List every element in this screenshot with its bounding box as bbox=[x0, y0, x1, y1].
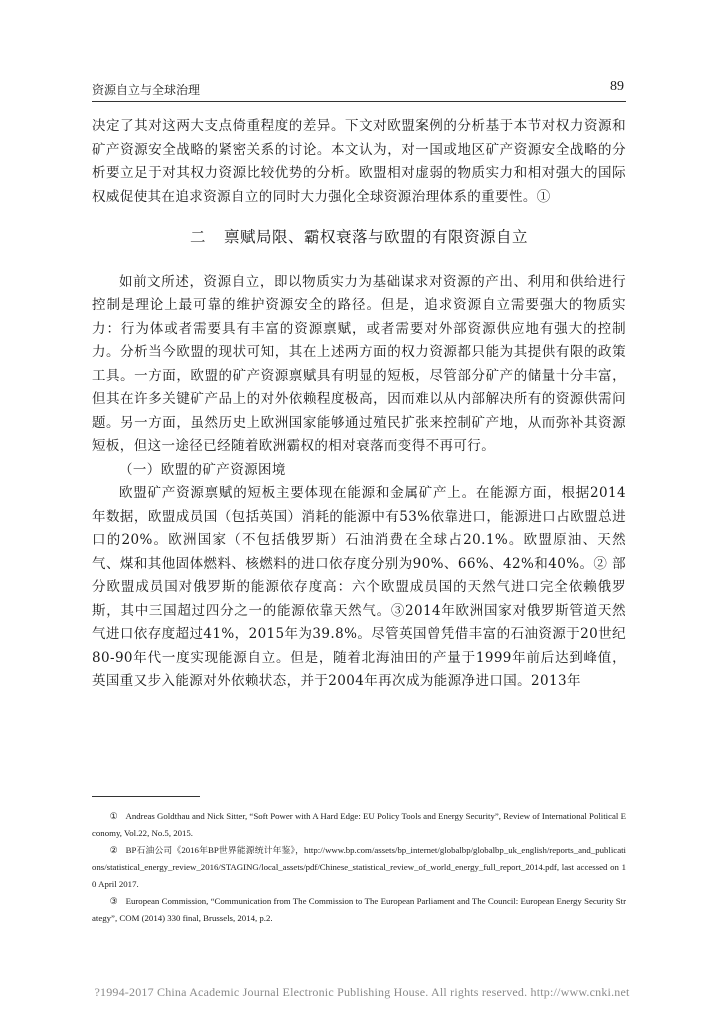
footnotes bbox=[92, 808, 626, 927]
paragraph: 如前文所述，资源自立，即以物质实力为基础谋求对资源的产出、利用和供给进行控制是理论上最可靠的维护资源安全的路径。但是，追求资源自立需要强大的物质实力：行为体或者需要具有丰富的资源禀赋，或者需要对外部资源供应地有强大的控制力。分析当今欧盟的现状可知，其在上述两方面的权力资源都只能为其提供有限的政策工具。一方面，欧盟的矿产资源禀赋具有明显的短板，尽管部分矿产的储量十分丰富，但其在许多关键矿产品上的对外依赖程度极高，因而难以从内部解决所有的资源供需问题。另一方面，虽然历史上欧洲国家能够通过殖民扩张来控制矿产地，从而弥补其资源短板，但这一途径已经随着欧洲霸权的相对衰落而变得不再可行。 bbox=[92, 273, 626, 454]
main-body bbox=[92, 115, 626, 694]
section-heading bbox=[92, 226, 626, 250]
footnote-divider bbox=[92, 796, 200, 797]
footnote-mark: ① bbox=[109, 811, 118, 821]
subsection-heading: （一）欧盟的矿产资源困境 bbox=[119, 461, 286, 478]
paragraph-continued: 决定了其对这两大支点倚重程度的差异。下文对欧盟案例的分析基于本节对权力资源和矿产资源安全战略的紧密关系的讨论。本文认为，对一国或地区矿产资源安全战略的分析要立足于对其权力资源比较优势的分析。欧盟相对虚弱的物质实力和相对强大的国际权威促使其在追求资源自立的同时大力强化全球资源治理体系的重要性。① bbox=[92, 118, 626, 205]
running-title: 资源自立与全球治理 bbox=[92, 83, 201, 97]
paragraph: 欧盟矿产资源禀赋的短板主要体现在能源和金属矿产上。在能源方面，根据2014年数据，欧盟成员国（包括英国）消耗的能源中有53%依靠进口，能源进口占欧盟总进口的20%。欧洲国家（不包括俄罗斯）石油消费在全球占20.1%。欧盟原油、天然气、煤和其他固体燃料、核燃料的进口依存度分别为90%、66%、42%和40%。② 部分欧盟成员国对俄罗斯的能源依存度高：六个欧盟成员国的天然气进口完全依赖俄罗斯，其中三国超过四分之一的能源依靠天然气。③2014年欧洲国家对俄罗斯管道天然气进口依存度超过41%，2015年为39.8%。尽管英国曾凭借丰富的石油资源于20世纪80-90年代一度实现能源自立。但是，随着北海油田的产量于1999年前后达到峰值，英国重又步入能源对外依赖状态，并于2004年再次成为能源净进口国。2013年 bbox=[92, 485, 626, 689]
running-header bbox=[92, 79, 626, 102]
footnote-1 bbox=[92, 808, 626, 842]
footnote-3 bbox=[92, 893, 626, 927]
copyright-notice: ?1994-2017 China Academic Journal Electronic Publishing House. All rights reserved. http://www.cnki.net bbox=[94, 985, 630, 999]
footnote-mark: ② bbox=[109, 845, 118, 855]
footnote-text: BP石油公司《2016年BP世界能源统计年鉴》，http://www.bp.com/assets/bp_internet/globalbp/globalbp_uk_english/reports_and_publications/statistical_energy_review_2016/STAGING/local_assets/pdf/Chinese_statistical_review_of_world_energy_full_report_2014.pdf, last accessed on 10 April 2017. bbox=[92, 845, 626, 889]
section-number: 二 bbox=[189, 228, 206, 246]
section-title: 禀赋局限、霸权衰落与欧盟的有限资源自立 bbox=[224, 228, 529, 246]
footnote-text: European Commission, “Communication from The Commission to The European Parliament and The Council: European Energy Security Strategy”, COM (2014) 330 final, Brussels, 2014, p.2. bbox=[92, 896, 626, 923]
footnote-mark: ③ bbox=[109, 896, 118, 906]
footnote-2 bbox=[92, 842, 626, 893]
page-number: 89 bbox=[610, 79, 624, 94]
footnote-text: Andreas Goldthau and Nick Sitter, “Soft Power with A Hard Edge: EU Policy Tools and Energy Security”, Review of International Political Economy, Vol.22, No.5, 2015. bbox=[92, 811, 626, 838]
